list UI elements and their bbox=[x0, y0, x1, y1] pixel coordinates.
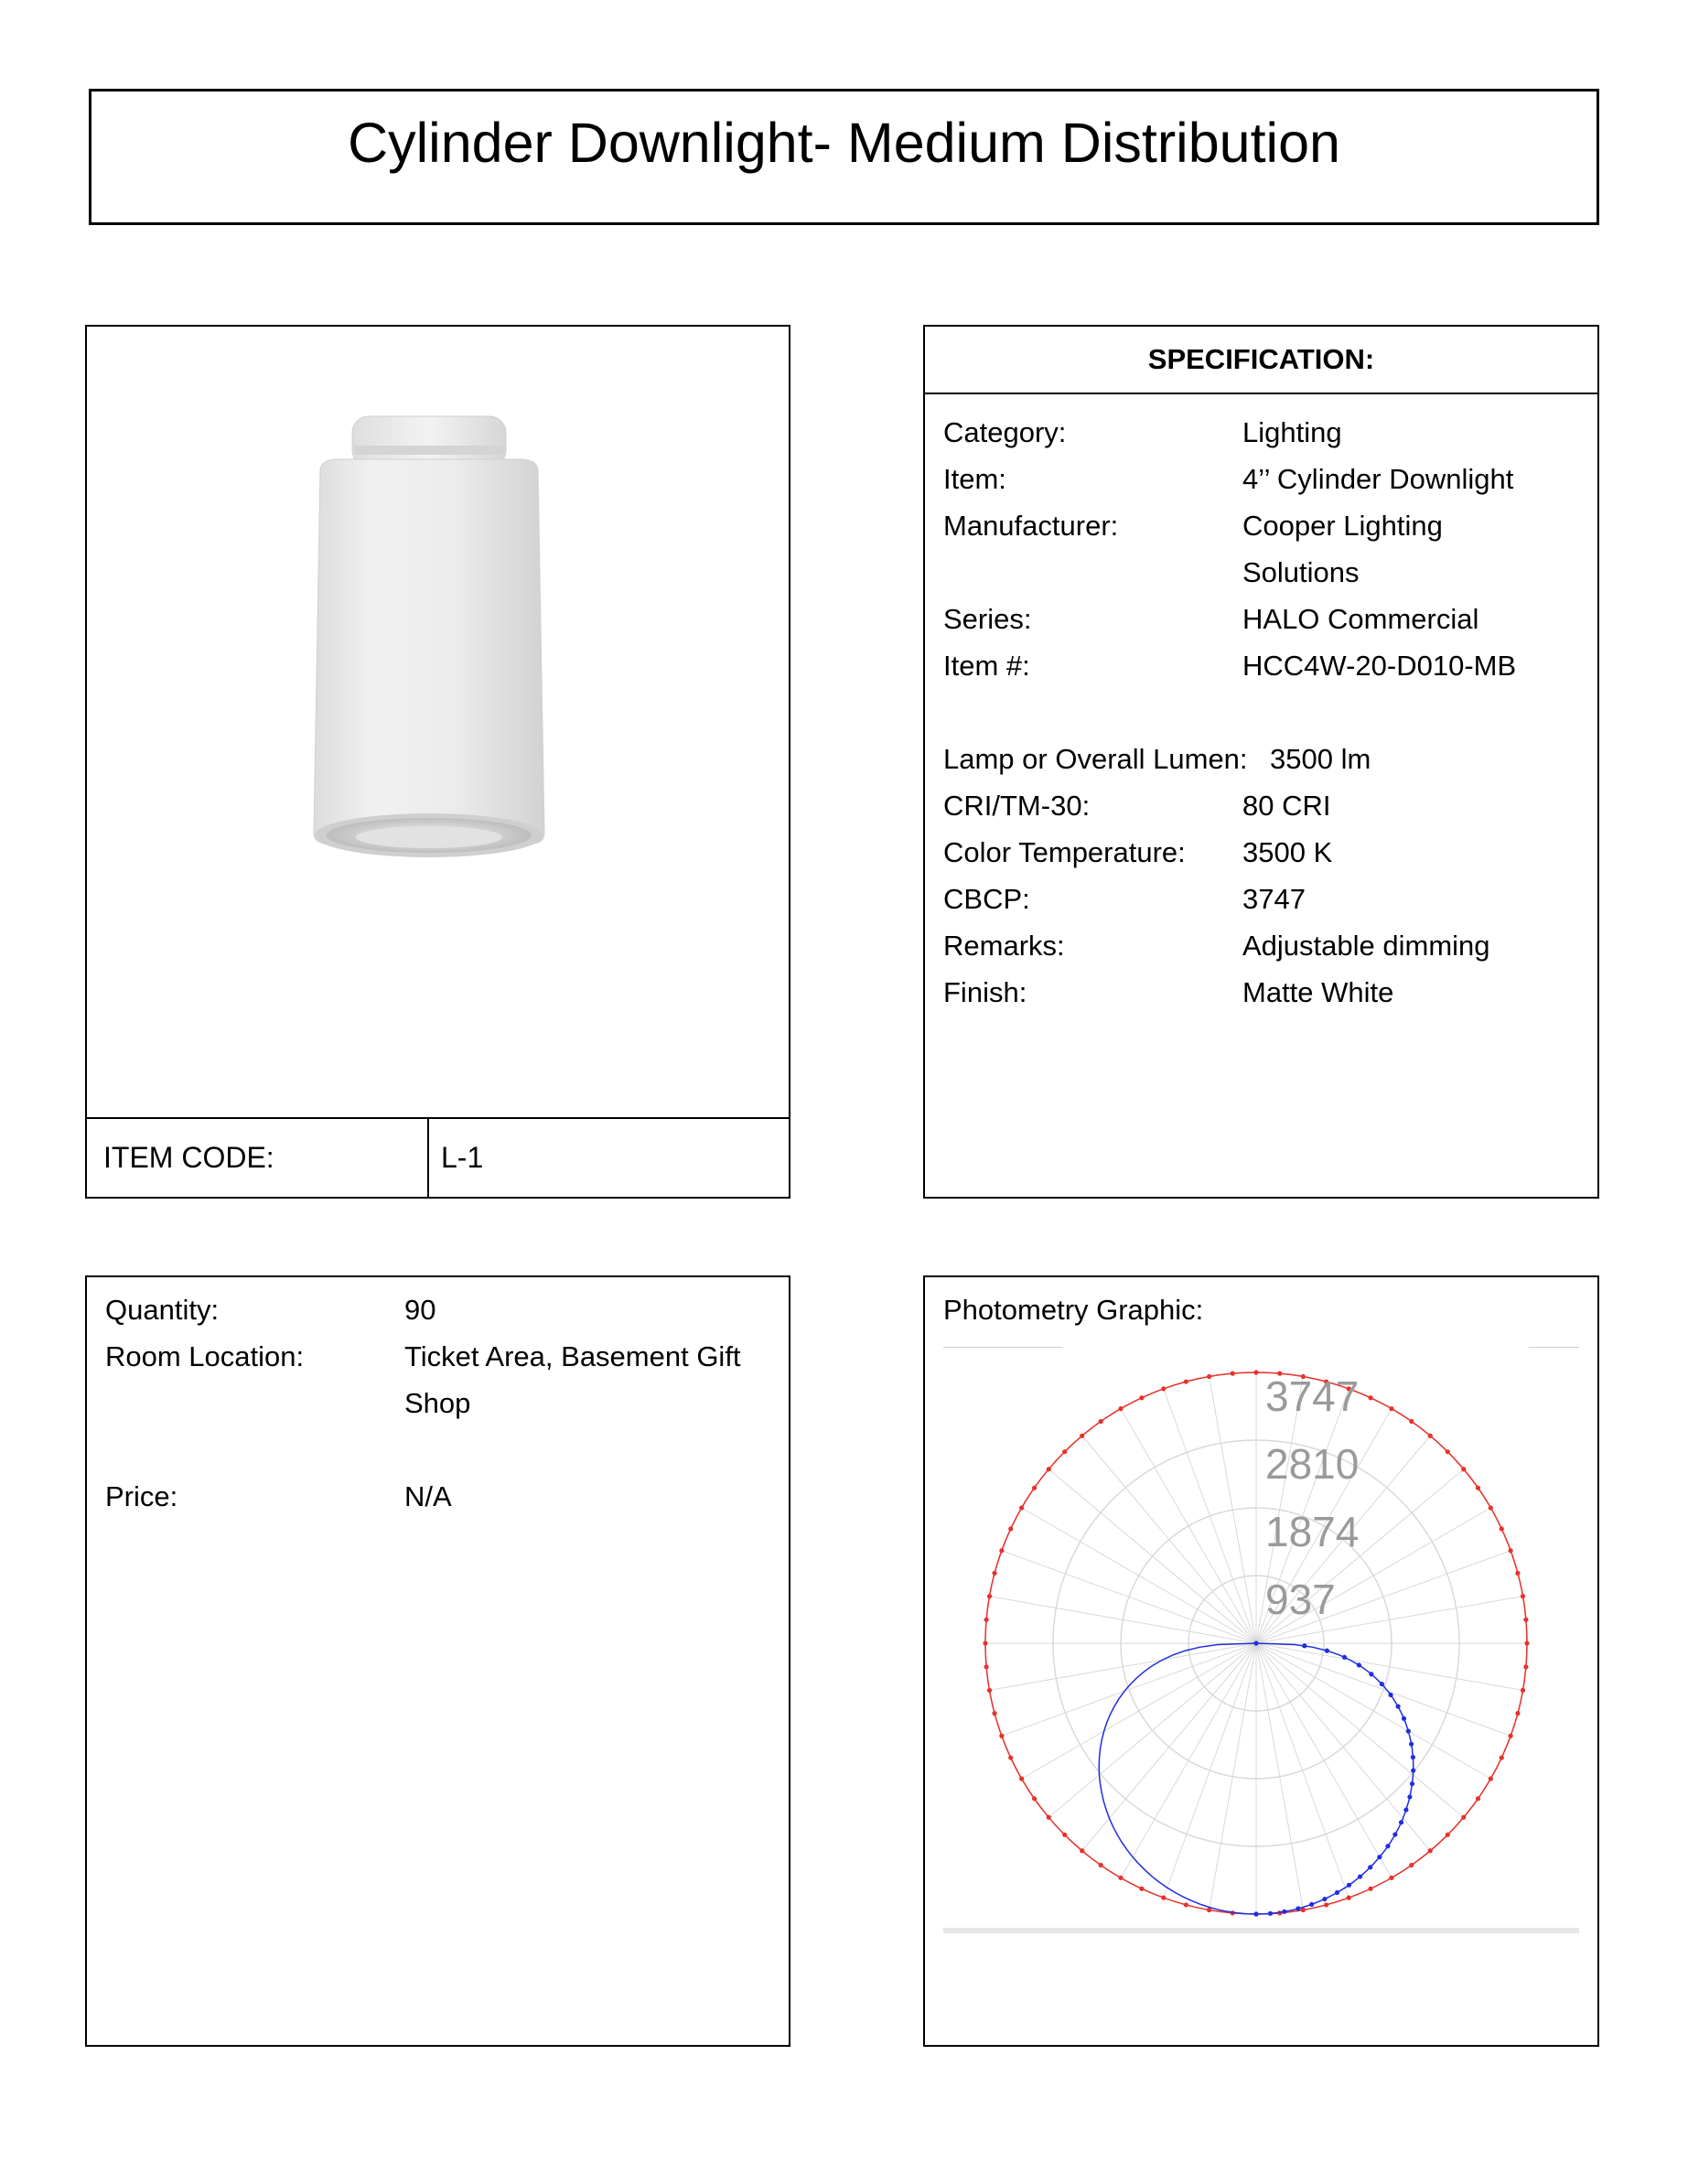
outer-ring-dot bbox=[1099, 1863, 1103, 1867]
product-image bbox=[87, 327, 789, 1114]
spec-label: Series: bbox=[943, 603, 1032, 635]
outer-ring-dot bbox=[984, 1618, 989, 1622]
outer-ring-dot bbox=[1521, 1688, 1525, 1693]
intensity-curve-point bbox=[1369, 1672, 1373, 1676]
spec-label: Manufacturer: bbox=[943, 510, 1119, 542]
polar-spoke bbox=[1256, 1643, 1349, 1898]
ring-label-1874: 1874 bbox=[1265, 1508, 1360, 1555]
intensity-curve-point bbox=[1395, 1704, 1400, 1708]
intensity-curve-point bbox=[1411, 1755, 1415, 1759]
outer-ring-dot bbox=[987, 1594, 992, 1598]
outer-ring-dot bbox=[1080, 1848, 1084, 1853]
intensity-curve-point bbox=[1322, 1897, 1327, 1901]
outer-ring-dot bbox=[1461, 1815, 1466, 1820]
item-code-label: ITEM CODE: bbox=[103, 1141, 274, 1174]
polar-spoke bbox=[1256, 1643, 1430, 1851]
outer-ring-dot bbox=[1489, 1505, 1493, 1510]
outer-ring-dot bbox=[1118, 1406, 1123, 1411]
outer-ring-dot bbox=[1500, 1526, 1504, 1531]
spec-label: Item: bbox=[943, 463, 1006, 495]
photometry-title: Photometry Graphic: bbox=[943, 1294, 1204, 1326]
outer-ring-dot bbox=[1139, 1887, 1144, 1891]
outer-ring-dot bbox=[1523, 1664, 1528, 1669]
outer-ring-dot bbox=[1389, 1406, 1393, 1411]
outer-ring-dot bbox=[1324, 1902, 1328, 1907]
title-box bbox=[89, 89, 1599, 225]
outer-ring-dot bbox=[1347, 1896, 1351, 1900]
detail-value: 90 bbox=[404, 1294, 436, 1326]
outer-ring-dot bbox=[987, 1688, 992, 1693]
intensity-curve-point bbox=[1388, 1693, 1392, 1697]
outer-ring-dot bbox=[1446, 1833, 1450, 1837]
intensity-curve-point bbox=[1253, 1641, 1258, 1645]
outer-ring-dot bbox=[1161, 1896, 1166, 1900]
intensity-curve-point bbox=[1380, 1682, 1384, 1686]
detail-value: Shop bbox=[404, 1387, 471, 1419]
spec-label: CBCP: bbox=[943, 883, 1030, 915]
intensity-curve-point bbox=[1368, 1865, 1372, 1869]
outer-ring-dot bbox=[1461, 1467, 1466, 1471]
polar-spoke bbox=[1048, 1643, 1256, 1817]
photometry-box bbox=[923, 1275, 1599, 2047]
spec-label: Category: bbox=[943, 416, 1067, 448]
polar-spoke bbox=[1082, 1643, 1256, 1851]
detail-value: N/A bbox=[404, 1480, 452, 1512]
outer-ring-dot bbox=[1428, 1434, 1433, 1438]
spec-value: 3747 bbox=[1242, 883, 1306, 915]
item-code-value: L-1 bbox=[441, 1141, 484, 1174]
intensity-curve-point bbox=[1409, 1742, 1414, 1747]
outer-ring-dot bbox=[984, 1664, 989, 1669]
intensity-curve-point bbox=[1402, 1716, 1406, 1721]
intensity-curve-point bbox=[1410, 1781, 1414, 1786]
spec-value: Matte White bbox=[1242, 976, 1394, 1008]
outer-ring-dot bbox=[1515, 1711, 1520, 1716]
intensity-curve-point bbox=[1309, 1902, 1314, 1907]
outer-ring-dot bbox=[1099, 1419, 1103, 1424]
intensity-curve-point bbox=[1411, 1768, 1415, 1772]
intensity-curve-point bbox=[1399, 1820, 1403, 1824]
ring-label-937: 937 bbox=[1265, 1576, 1336, 1623]
item-code-row bbox=[87, 1117, 789, 1197]
outer-ring-dot bbox=[1019, 1505, 1024, 1510]
outer-ring-dot bbox=[1032, 1486, 1037, 1490]
outer-ring-dot bbox=[1428, 1848, 1433, 1853]
polar-spoke bbox=[1256, 1643, 1511, 1736]
outer-ring-dot bbox=[1509, 1548, 1513, 1553]
outer-ring-dot bbox=[1047, 1467, 1051, 1471]
spec-value: HCC4W-20-D010-MB bbox=[1242, 650, 1517, 682]
ring-label-2810: 2810 bbox=[1265, 1440, 1360, 1488]
outer-ring-dot bbox=[1231, 1372, 1235, 1376]
details-box bbox=[85, 1275, 790, 2047]
spec-value: Adjustable dimming bbox=[1242, 930, 1490, 962]
outer-ring-dot bbox=[1476, 1796, 1480, 1801]
intensity-curve-point bbox=[1342, 1655, 1347, 1660]
intensity-curve-point bbox=[1325, 1649, 1329, 1653]
intensity-curve-point bbox=[1403, 1807, 1408, 1812]
detail-label: Price: bbox=[105, 1480, 178, 1512]
intensity-curve-point bbox=[1302, 1643, 1306, 1648]
outer-ring-dot bbox=[1118, 1876, 1123, 1880]
outer-ring-dot bbox=[999, 1548, 1004, 1553]
intensity-curve-point bbox=[1385, 1844, 1390, 1848]
polar-spoke bbox=[1164, 1643, 1256, 1898]
spec-value: 80 CRI bbox=[1242, 790, 1331, 822]
outer-ring-dot bbox=[1523, 1618, 1528, 1622]
page-title: Cylinder Downlight- Medium Distribution bbox=[348, 112, 1340, 174]
outer-ring-dot bbox=[1446, 1449, 1450, 1454]
outer-ring-dot bbox=[1184, 1902, 1188, 1907]
polar-spoke bbox=[1256, 1643, 1464, 1817]
outer-ring-dot bbox=[999, 1734, 1004, 1738]
product-image-box bbox=[85, 325, 790, 1199]
outer-ring-dot bbox=[1500, 1755, 1504, 1759]
intensity-curve-point bbox=[1253, 1911, 1258, 1916]
polar-spoke bbox=[1164, 1389, 1256, 1643]
outer-ring-dot bbox=[1476, 1486, 1480, 1490]
intensity-curve-point bbox=[1406, 1728, 1411, 1733]
spec-label: Color Temperature: bbox=[943, 836, 1186, 868]
outer-ring-dot bbox=[983, 1641, 987, 1645]
polar-spoke bbox=[1082, 1436, 1256, 1643]
outer-ring-dot bbox=[1515, 1571, 1520, 1576]
outer-ring-dot bbox=[1409, 1419, 1414, 1424]
intensity-curve-point bbox=[1392, 1832, 1397, 1836]
intensity-curve-point bbox=[1282, 1910, 1286, 1914]
spec-label: CRI/TM-30: bbox=[943, 790, 1091, 822]
spec-value: 3500 K bbox=[1242, 836, 1333, 868]
outer-ring-dot bbox=[1521, 1594, 1525, 1598]
outer-ring-dot bbox=[1368, 1887, 1372, 1891]
spec-value: HALO Commercial bbox=[1242, 603, 1479, 635]
intensity-curve-point bbox=[1347, 1883, 1351, 1888]
outer-ring-dot bbox=[1019, 1776, 1024, 1781]
outer-ring-dot bbox=[1032, 1796, 1037, 1801]
outer-ring-dot bbox=[1389, 1876, 1393, 1880]
outer-ring-dot bbox=[1008, 1526, 1013, 1531]
outer-ring-dot bbox=[1409, 1863, 1414, 1867]
ring-label-3747: 3747 bbox=[1265, 1372, 1360, 1420]
outer-ring-dot bbox=[1139, 1395, 1144, 1400]
intensity-curve-point bbox=[1357, 1662, 1361, 1667]
spec-label: Lamp or Overall Lumen: bbox=[943, 743, 1248, 775]
detail-label: Quantity: bbox=[105, 1294, 220, 1326]
outer-ring-dot bbox=[1080, 1434, 1084, 1438]
outer-ring-dot bbox=[1062, 1833, 1067, 1837]
spec-value: Cooper Lighting bbox=[1242, 510, 1443, 542]
intensity-curve-point bbox=[1268, 1911, 1273, 1916]
outer-ring-dot bbox=[1524, 1641, 1529, 1645]
outer-ring-dot bbox=[1207, 1374, 1211, 1379]
spec-label: Finish: bbox=[943, 976, 1027, 1008]
item-code-divider bbox=[427, 1119, 429, 1197]
outer-ring-dot bbox=[1509, 1734, 1513, 1738]
intensity-curve-point bbox=[1335, 1890, 1339, 1895]
spec-value: 3500 lm bbox=[1270, 743, 1371, 775]
specification-box bbox=[923, 325, 1599, 1199]
intensity-curve-point bbox=[1377, 1855, 1382, 1859]
intensity-curve-point bbox=[1358, 1874, 1362, 1878]
spec-value: Solutions bbox=[1242, 556, 1360, 588]
spec-label: Item #: bbox=[943, 650, 1030, 682]
specification-header: SPECIFICATION: bbox=[925, 327, 1597, 394]
outer-ring-dot bbox=[1062, 1449, 1067, 1454]
polar-spoke bbox=[1002, 1643, 1256, 1736]
outer-ring-dot bbox=[992, 1571, 996, 1576]
photometry-polar-graphic bbox=[925, 1347, 1597, 1987]
outer-ring-dot bbox=[1253, 1370, 1258, 1374]
detail-label: Room Location: bbox=[105, 1340, 305, 1372]
polar-spoke bbox=[1002, 1551, 1256, 1643]
outer-ring-dot bbox=[992, 1711, 996, 1716]
spec-label: Remarks: bbox=[943, 930, 1065, 962]
polar-ring-labels bbox=[1265, 1372, 1359, 1623]
outer-ring-dot bbox=[1161, 1386, 1166, 1391]
outer-ring-dot bbox=[1184, 1379, 1188, 1383]
outer-ring-dot bbox=[1368, 1395, 1372, 1400]
polar-spoke bbox=[1048, 1469, 1256, 1643]
outer-ring-dot bbox=[1489, 1776, 1493, 1781]
outer-ring-dot bbox=[1047, 1815, 1051, 1820]
spec-value: 4’’ Cylinder Downlight bbox=[1242, 463, 1514, 495]
intensity-curve-point bbox=[1296, 1906, 1300, 1910]
detail-value: Ticket Area, Basement Gift bbox=[404, 1340, 741, 1372]
spec-value: Lighting bbox=[1242, 416, 1342, 448]
intensity-curve-point bbox=[1407, 1794, 1412, 1799]
outer-ring-dot bbox=[1008, 1755, 1013, 1759]
